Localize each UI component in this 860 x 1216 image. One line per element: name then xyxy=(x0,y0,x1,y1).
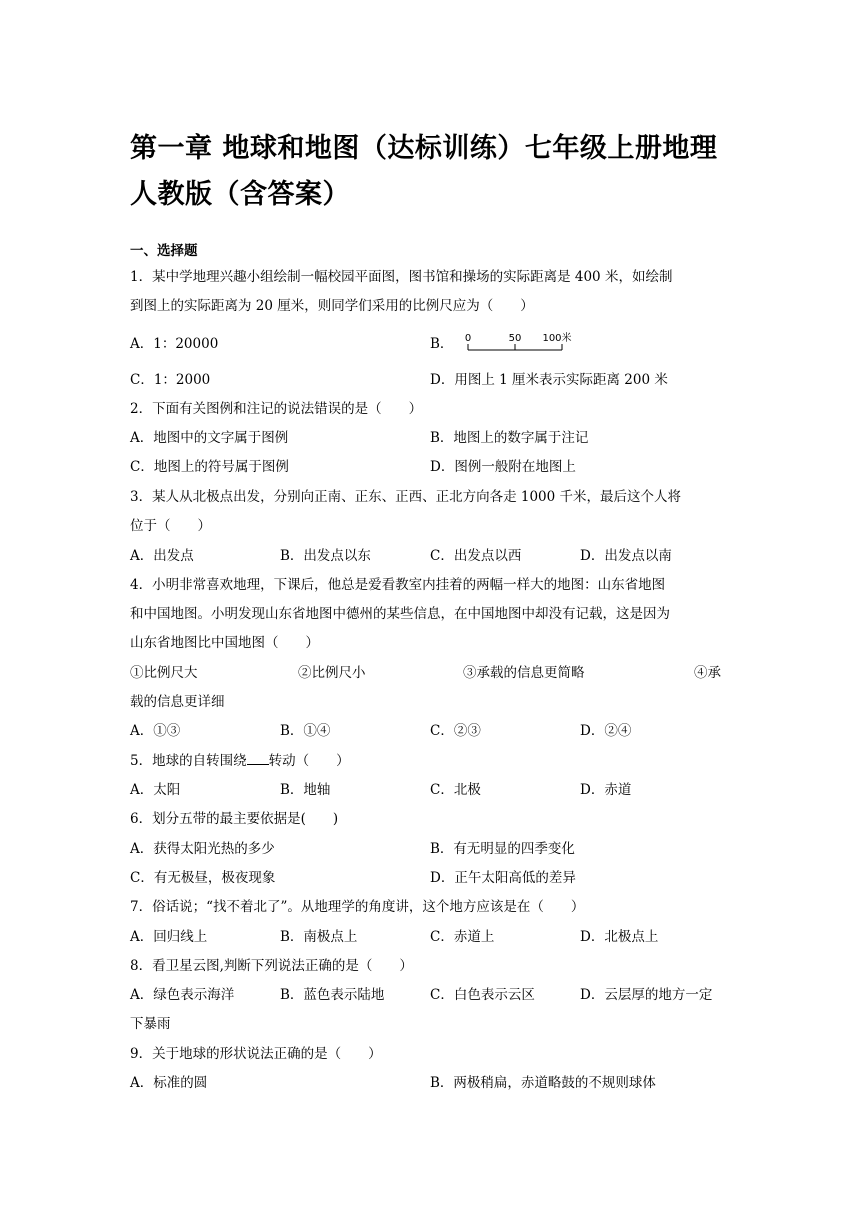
question-2-stem: 2．下面有关图例和注记的说法错误的是（ ） xyxy=(130,401,423,417)
question-4-stem-line-2: 和中国地图。小明发现山东省地图中德州的某些信息，在中国地图中却没有记载，这是因为 xyxy=(130,606,670,622)
question-6-option-a: A．获得太阳光热的多少 xyxy=(130,841,275,857)
question-2-option-c: C．地图上的符号属于图例 xyxy=(130,459,289,475)
question-7-option-b: B．南极点上 xyxy=(280,929,358,945)
question-6-option-d: D．正午太阳高低的差异 xyxy=(430,870,576,886)
question-4-statement-4: ④承 xyxy=(694,665,721,681)
question-1-option-d: D．用图上 1 厘米表示实际距离 200 米 xyxy=(430,372,668,388)
question-5-option-b: B．地轴 xyxy=(280,782,331,798)
question-7-stem: 7．俗话说；“找不着北了”。从地理学的角度讲，这个地方应该是在（ ） xyxy=(130,899,585,915)
question-8-stem: 8．看卫星云图,判断下列说法正确的是（ ） xyxy=(130,958,413,974)
question-3-option-a: A．出发点 xyxy=(130,548,194,564)
question-3-stem-line-2: 位于（ ） xyxy=(130,518,211,534)
question-1-option-c: C．1：2000 xyxy=(130,372,211,388)
question-6-option-c: C．有无极昼，极夜现象 xyxy=(130,870,276,886)
question-3-option-b: B．出发点以东 xyxy=(280,548,371,564)
question-8-option-c: C．白色表示云区 xyxy=(430,987,535,1003)
question-9-option-b: B．两极稍扁，赤道略鼓的不规则球体 xyxy=(430,1075,656,1091)
section-heading: 一、选择题 xyxy=(130,243,198,259)
question-2-option-a: A．地图中的文字属于图例 xyxy=(130,430,289,446)
question-8-option-b: B．蓝色表示陆地 xyxy=(280,987,385,1003)
question-1-stem-line-2: 到图上的实际距离为 20 厘米，则同学们采用的比例尺应为（ ） xyxy=(130,298,534,314)
answer-blank xyxy=(247,749,269,765)
question-3-stem-line-1: 3．某人从北极点出发，分别向正南、正东、正西、正北方向各走 1000 千米，最后这个人将 xyxy=(130,489,682,505)
page-title: 第一章 地球和地图（达标训练）七年级上册地理 人教版（含答案） xyxy=(130,133,718,210)
scale-bar-label: 0 xyxy=(464,333,472,344)
question-7-option-d: D．北极点上 xyxy=(580,929,659,945)
question-4-statement-4-cont: 载的信息更详细 xyxy=(130,694,225,710)
question-6-option-b: B．有无明显的四季变化 xyxy=(430,841,575,857)
question-9-option-a: A．标准的圆 xyxy=(130,1075,208,1091)
question-4-option-b: B．①④ xyxy=(280,723,331,739)
question-5-option-a: A．太阳 xyxy=(130,782,181,798)
question-7-option-c: C．赤道上 xyxy=(430,929,495,945)
question-5-stem-pre: 5．地球的自转围绕 xyxy=(130,753,247,769)
scale-bar-figure xyxy=(430,330,590,356)
question-3-option-d: D．出发点以南 xyxy=(580,548,672,564)
question-4-option-a: A．①③ xyxy=(130,723,181,739)
question-1-option-b-label: B． xyxy=(430,336,454,352)
question-1-stem-line-1: 1．某中学地理兴趣小组绘制一幅校园平面图，图书馆和操场的实际距离是 400 米，如绘制 xyxy=(130,269,673,285)
scale-bar-label: 100米 xyxy=(542,333,572,344)
question-4-stem-line-1: 4．小明非常喜欢地理，下课后，他总是爱看教室内挂着的两幅一样大的地图：山东省地图 xyxy=(130,577,666,593)
question-6-stem: 6．划分五带的最主要依据是( ) xyxy=(130,811,339,827)
scale-bar-label: 50 xyxy=(508,333,522,344)
question-5-option-c: C．北极 xyxy=(430,782,481,798)
question-4-option-d: D．②④ xyxy=(580,723,632,739)
question-4-statement-1: ①比例尺大 xyxy=(130,665,198,681)
question-8-option-d: D．云层厚的地方一定 xyxy=(580,987,713,1003)
question-4-option-c: C．②③ xyxy=(430,723,481,739)
question-4-stem-line-3: 山东省地图比中国地图（ ） xyxy=(130,635,319,651)
question-7-option-a: A．回归线上 xyxy=(130,929,208,945)
question-5-stem-post: 转动（ ） xyxy=(268,753,350,769)
question-8-option-a: A．绿色表示海洋 xyxy=(130,987,235,1003)
question-2-option-d: D．图例一般附在地图上 xyxy=(430,459,576,475)
question-4-statement-3: ③承载的信息更简略 xyxy=(463,665,585,681)
question-3-option-c: C．出发点以西 xyxy=(430,548,522,564)
question-4-statement-2: ②比例尺小 xyxy=(298,665,366,681)
question-5-option-d: D．赤道 xyxy=(580,782,632,798)
question-2-option-b: B．地图上的数字属于注记 xyxy=(430,430,589,446)
question-1-option-a: A．1：20000 xyxy=(130,336,219,352)
question-8-option-d-cont: 下暴雨 xyxy=(130,1016,171,1032)
question-5-stem xyxy=(130,749,350,772)
question-9-stem: 9．关于地球的形状说法正确的是（ ） xyxy=(130,1046,382,1062)
